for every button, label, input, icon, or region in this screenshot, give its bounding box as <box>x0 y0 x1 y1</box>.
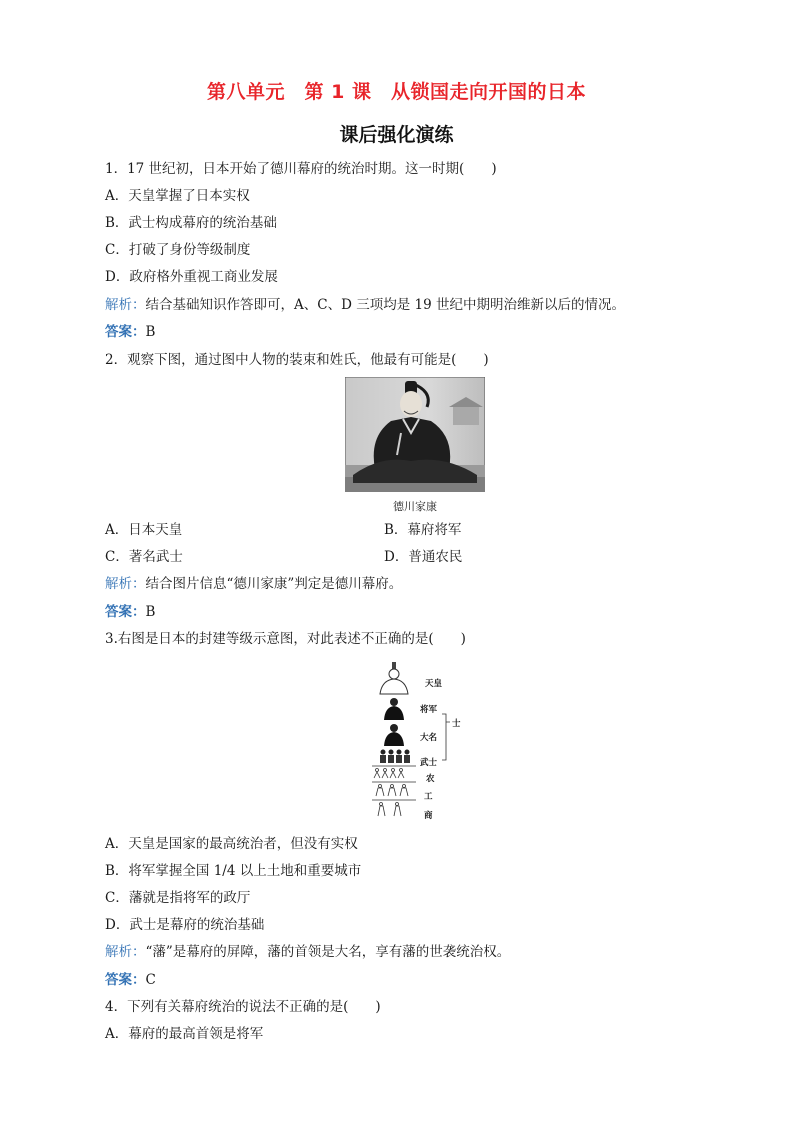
q3-option-c: C．藩就是指将军的政厅 <box>105 890 251 906</box>
portrait-image <box>345 377 485 492</box>
label-merchant: 商 <box>424 811 433 821</box>
q2-analysis-label: 解析： <box>105 576 146 592</box>
q3-analysis-label: 解析： <box>105 944 146 960</box>
q3-option-b: B．将军掌握全国 1/4 以上土地和重要城市 <box>105 863 362 879</box>
label-daimyo: 大名 <box>420 733 438 743</box>
q2-option-c: C．著名武士 <box>105 549 183 565</box>
feudal-hierarchy-diagram <box>370 660 470 825</box>
q2-analysis <box>105 575 402 593</box>
samurai-figures <box>380 750 410 764</box>
q1-analysis-text: 结合基础知识作答即可，A、C、D 三项均是 19 世纪中期明治维新以后的情况。 <box>145 297 625 313</box>
q2-option-a: A．日本天皇 <box>105 522 183 538</box>
shogun-figure <box>384 698 404 720</box>
q3-answer-value: C <box>145 972 156 988</box>
q3-option-a: A．天皇是国家的最高统治者，但没有实权 <box>105 836 358 852</box>
q2-answer-value: B <box>145 604 156 620</box>
label-artisan: 工 <box>424 792 433 802</box>
q3-option-d: D．武士是幕府的统治基础 <box>105 917 265 933</box>
q1-analysis-label: 解析： <box>105 297 146 313</box>
emperor-figure <box>380 662 408 694</box>
label-shogun: 将军 <box>420 705 438 715</box>
q3-analysis <box>105 943 510 961</box>
q3-analysis-text: “藩”是幕府的屏障，藩的首领是大名，享有藩的世袭统治权。 <box>145 944 511 960</box>
daimyo-figure <box>384 724 404 746</box>
label-samurai: 武士 <box>420 758 438 768</box>
q2-option-b: B．幕府将军 <box>384 522 462 538</box>
label-farmer: 农 <box>426 774 435 784</box>
q2-stem: 2．观察下图，通过图中人物的装束和姓氏，他最有可能是( ) <box>105 352 489 368</box>
portrait-caption: 德川家康 <box>393 500 437 513</box>
q2-answer-label: 答案： <box>105 604 146 620</box>
q1-analysis <box>105 296 625 314</box>
q1-answer-label: 答案： <box>105 324 146 340</box>
page-subtitle: 课后强化演练 <box>339 124 454 146</box>
q1-answer-value: B <box>145 324 156 340</box>
q1-option-a: A．天皇掌握了日本实权 <box>105 188 250 204</box>
q2-analysis-text: 结合图片信息“德川家康”判定是德川幕府。 <box>145 576 403 592</box>
commoner-figures <box>372 769 416 817</box>
q3-answer-label: 答案： <box>105 972 146 988</box>
q1-option-d: D．政府格外重视工商业发展 <box>105 269 278 285</box>
q2-option-d: D．普通农民 <box>384 549 463 565</box>
q4-stem: 4．下列有关幕府统治的说法不正确的是( ) <box>105 999 381 1015</box>
q1-option-c: C．打破了身份等级制度 <box>105 242 251 258</box>
q4-option-a: A．幕府的最高首领是将军 <box>105 1026 264 1042</box>
page-title: 第八单元 第 1 课 从锁国走向开国的日本 <box>207 81 586 103</box>
q3-stem: 3.右图是日本的封建等级示意图，对此表述不正确的是( ) <box>105 631 466 647</box>
q1-option-b: B．武士构成幕府的统治基础 <box>105 215 277 231</box>
label-emperor: 天皇 <box>425 679 443 689</box>
label-shi: 士 <box>452 719 461 729</box>
q3-answer <box>105 971 156 989</box>
q1-answer <box>105 323 155 341</box>
q1-stem: 1．17 世纪初，日本开始了德川幕府的统治时期。这一时期( ) <box>105 161 497 177</box>
q2-answer <box>105 603 155 621</box>
